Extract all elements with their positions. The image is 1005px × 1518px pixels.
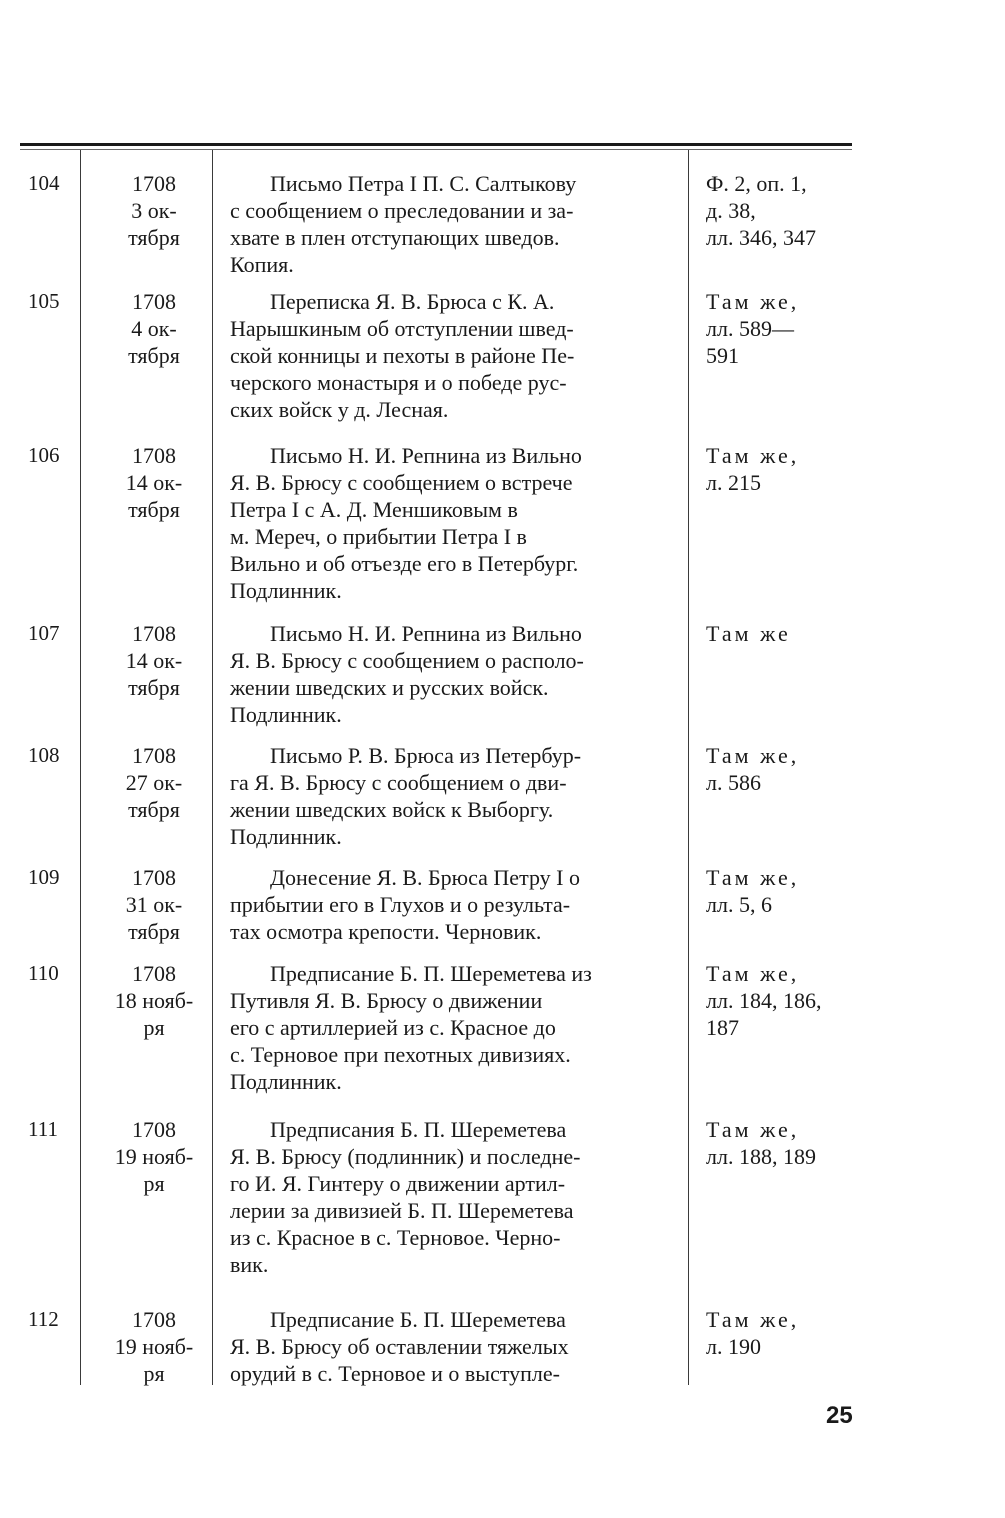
entry-description — [230, 288, 684, 423]
entry-date-line: 3 ок- — [131, 198, 177, 223]
entry-reference-line: 591 — [706, 343, 739, 368]
entry-number: 112 — [28, 1307, 59, 1331]
entry-date-line: 14 ок- — [125, 648, 183, 673]
entry-reference-line: Там же, — [706, 1307, 800, 1332]
entry-date-line: 1708 — [132, 443, 176, 468]
entry-description — [230, 864, 684, 945]
entry-description-line: орудий в с. Терновое и о выступле- — [230, 1361, 560, 1386]
entry-description-line: Я. В. Брюсу с сообщением о встрече — [230, 470, 573, 495]
entry-description — [230, 620, 684, 728]
column-divider-date-description — [212, 150, 213, 1385]
entry-reference-line: лл. 5, 6 — [706, 892, 772, 917]
entry-description-line: Вильно и об отъезде его в Петербург. — [230, 551, 579, 576]
entry-description-line: Петра I с А. Д. Меншиковым в — [230, 497, 518, 522]
entry-description-line: Копия. — [230, 252, 294, 277]
entry-description-line: го И. Я. Гинтеру о движении артил- — [230, 1171, 566, 1196]
entry-date — [98, 170, 210, 251]
entry-description-line: хвате в плен отступающих шведов. — [230, 225, 560, 250]
entry-date-line: 1708 — [132, 743, 176, 768]
entry-reference-line: лл. 184, 186, — [706, 988, 822, 1013]
entry-reference — [706, 620, 876, 647]
entry-reference-line: Там же, — [706, 1117, 800, 1142]
entry-number: 110 — [28, 961, 59, 985]
entry-reference-line: л. 215 — [706, 470, 761, 495]
entry-description-line: прибытии его в Глухов и о результа- — [230, 892, 571, 917]
entry-number: 111 — [28, 1117, 58, 1141]
entry-date-line: 1708 — [132, 621, 176, 646]
entry-description-line: Я. В. Брюсу об оставлении тяжелых — [230, 1334, 569, 1359]
entry-date-line: 19 нояб- — [114, 1144, 194, 1169]
entry-description-line: Письмо Р. В. Брюса из Петербур- — [270, 743, 582, 768]
entry-description — [230, 960, 684, 1095]
entry-date-line: 19 нояб- — [114, 1334, 194, 1359]
entry-reference — [706, 1306, 876, 1360]
entry-description-line: черского монастыря и о победе рус- — [230, 370, 567, 395]
entry-date-line: тября — [128, 343, 180, 368]
entry-reference-line: Там же, — [706, 743, 800, 768]
entry-reference — [706, 288, 876, 369]
entry-date — [98, 288, 210, 369]
entry-description-line: его с артиллерией из с. Красное до — [230, 1015, 556, 1040]
entry-description-line: Предписания Б. П. Шереметева — [270, 1117, 567, 1142]
entry-description-line: с. Терновое при пехотных дивизиях. — [230, 1042, 571, 1067]
entry-reference-line: лл. 188, 189 — [706, 1144, 816, 1169]
entry-date-line: 1708 — [132, 171, 176, 196]
entry-date-line: 18 нояб- — [114, 988, 194, 1013]
entry-description — [230, 1116, 684, 1278]
entry-reference-line: Там же, — [706, 865, 800, 890]
entry-reference-line: Там же — [706, 621, 791, 646]
entry-date-line: тября — [128, 797, 180, 822]
entry-number: 108 — [28, 743, 60, 767]
entry-date-line: 14 ок- — [125, 470, 183, 495]
entry-description-line: Путивля Я. В. Брюсу о движении — [230, 988, 543, 1013]
entry-reference-line: л. 190 — [706, 1334, 761, 1359]
entry-description — [230, 170, 684, 278]
entry-date — [98, 742, 210, 823]
entry-date — [98, 442, 210, 523]
column-divider-description-reference — [688, 150, 689, 1385]
entry-description — [230, 442, 684, 604]
entry-date-line: 1708 — [132, 1117, 176, 1142]
entry-date-line: 1708 — [132, 961, 176, 986]
entry-number: 109 — [28, 865, 60, 889]
entry-date-line: 27 ок- — [125, 770, 183, 795]
entry-description-line: Подлинник. — [230, 702, 342, 727]
entry-reference-line: Там же, — [706, 443, 800, 468]
entry-description-line: Письмо Петра I П. С. Салтыкову — [270, 171, 577, 196]
page-number: 25 — [826, 1402, 853, 1429]
entry-reference-line: л. 586 — [706, 770, 761, 795]
entry-date-line: тября — [128, 675, 180, 700]
entry-reference-line: Там же, — [706, 289, 800, 314]
entry-date-line: 1708 — [132, 1307, 176, 1332]
entry-number: 107 — [28, 621, 60, 645]
entry-reference — [706, 442, 876, 496]
entry-number: 106 — [28, 443, 60, 467]
entry-description-line: лерии за дивизией Б. П. Шереметева — [230, 1198, 574, 1223]
entry-reference-line: Там же, — [706, 961, 800, 986]
entry-description-line: вик. — [230, 1252, 269, 1277]
entry-reference — [706, 742, 876, 796]
entry-description-line: Подлинник. — [230, 824, 342, 849]
entry-description-line: Донесение Я. В. Брюса Петру I о — [270, 865, 580, 890]
entry-reference — [706, 170, 876, 251]
entry-description-line: Я. В. Брюсу (подлинник) и последне- — [230, 1144, 581, 1169]
entry-description-line: ской конницы и пехоты в районе Пе- — [230, 343, 575, 368]
entry-reference-line: Ф. 2, оп. 1, — [706, 171, 807, 196]
entry-date-line: 4 ок- — [131, 316, 177, 341]
entry-number: 104 — [28, 171, 60, 195]
entry-date-line: ря — [143, 1171, 165, 1196]
entry-reference — [706, 1116, 876, 1170]
entry-description — [230, 742, 684, 850]
entry-description-line: Письмо Н. И. Репнина из Вильно — [270, 443, 582, 468]
entry-reference-line: д. 38, — [706, 198, 756, 223]
entry-description-line: с сообщением о преследовании и за- — [230, 198, 574, 223]
column-divider-number-date — [80, 150, 81, 1385]
entry-description-line: га Я. В. Брюсу с сообщением о дви- — [230, 770, 567, 795]
entry-reference-line: лл. 346, 347 — [706, 225, 816, 250]
entry-description-line: из с. Красное в с. Терновое. Черно- — [230, 1225, 561, 1250]
entry-date-line: тября — [128, 919, 180, 944]
entry-description-line: Нарышкиным об отступлении швед- — [230, 316, 574, 341]
entry-reference — [706, 864, 876, 918]
entry-date — [98, 864, 210, 945]
entry-description-line: Я. В. Брюсу с сообщением о располо- — [230, 648, 584, 673]
entry-reference-line: лл. 589— — [706, 316, 794, 341]
entry-number: 105 — [28, 289, 60, 313]
entry-description-line: Письмо Н. И. Репнина из Вильно — [270, 621, 582, 646]
entry-date — [98, 960, 210, 1041]
entry-description-line: тах осмотра крепости. Черновик. — [230, 919, 542, 944]
entry-description-line: жении шведских войск к Выборгу. — [230, 797, 554, 822]
entry-date — [98, 1116, 210, 1197]
entry-date-line: 1708 — [132, 289, 176, 314]
entry-description-line: жении шведских и русских войск. — [230, 675, 549, 700]
entry-description-line: м. Мереч, о прибытии Петра I в — [230, 524, 527, 549]
entry-date-line: тября — [128, 225, 180, 250]
entry-description-line: Предписание Б. П. Шереметева — [270, 1307, 566, 1332]
entry-date — [98, 620, 210, 701]
entry-date — [98, 1306, 210, 1387]
entry-description-line: Предписание Б. П. Шереметева из — [270, 961, 592, 986]
entry-reference-line: 187 — [706, 1015, 739, 1040]
entry-date-line: 31 ок- — [125, 892, 183, 917]
entry-description-line: Подлинник. — [230, 1069, 342, 1094]
entry-description — [230, 1306, 684, 1387]
entry-date-line: ря — [143, 1015, 165, 1040]
entry-reference — [706, 960, 876, 1041]
entry-date-line: тября — [128, 497, 180, 522]
top-rule-thin — [20, 149, 852, 150]
entry-description-line: ских войск у д. Лесная. — [230, 397, 449, 422]
entry-date-line: ря — [143, 1361, 165, 1386]
entry-description-line: Переписка Я. В. Брюса с К. А. — [270, 289, 555, 314]
entry-date-line: 1708 — [132, 865, 176, 890]
top-rule — [20, 143, 852, 146]
entry-description-line: Подлинник. — [230, 578, 342, 603]
